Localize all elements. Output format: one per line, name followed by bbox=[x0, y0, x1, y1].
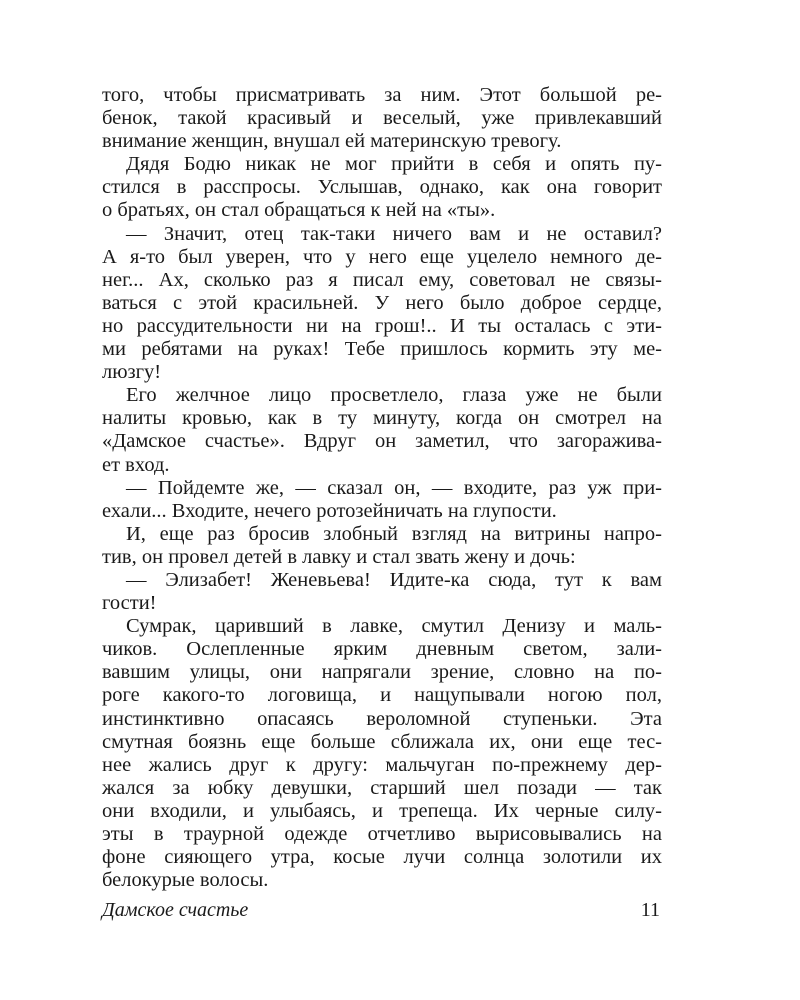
running-title: Дамское счастье bbox=[102, 899, 249, 921]
text-line: ваться с этой красильней. У него было доброе сердце, bbox=[102, 291, 662, 314]
text-line: ехали... Входите, нечего ротозейничать на глупости. bbox=[102, 499, 557, 522]
text-line: но рассудительности ни на грош!.. И ты осталась с эти- bbox=[102, 314, 662, 337]
text-line: — Пойдемте же, — сказал он, — входите, раз уж при- bbox=[126, 476, 662, 499]
text-line: фоне сияющего утра, косые лучи солнца золотили их bbox=[102, 846, 662, 869]
text-line: роге какого-то логовища, и нащупывали ногою пол, bbox=[102, 684, 662, 707]
text-line: смутная боязнь еще больше сближала их, они еще тес- bbox=[102, 730, 662, 753]
page-number: 11 bbox=[640, 899, 660, 921]
text-line: Сумрак, царивший в лавке, смутил Денизу и маль- bbox=[126, 615, 662, 638]
text-line: белокурые волосы. bbox=[102, 869, 269, 892]
text-line: ми ребятами на руках! Тебе пришлось кормить эту ме- bbox=[102, 338, 662, 361]
text-line: люзгу! bbox=[102, 361, 162, 384]
text-line: вавшим улицы, они напрягали зрение, словно на по- bbox=[102, 661, 662, 684]
page-footer bbox=[102, 899, 660, 927]
text-line: бенок, такой красивый и веселый, уже привлекавший bbox=[102, 107, 662, 130]
text-line: А я-то был уверен, что у него еще уцелело немного де- bbox=[102, 245, 662, 268]
text-line: внимание женщин, внушал ей материнскую тревогу. bbox=[102, 130, 562, 153]
text-line: — Значит, отец так-таки ничего вам и не оставил? bbox=[126, 222, 662, 245]
text-line: нег... Ах, сколько раз я писал ему, советовал не связы- bbox=[102, 268, 662, 291]
text-line: эты в траурной одежде отчетливо вырисовывались на bbox=[102, 823, 662, 845]
text-line: тив, он провел детей в лавку и стал звать жену и дочь: bbox=[102, 545, 576, 568]
text-line: Дядя Бодю никак не мог прийти в себя и опять пу- bbox=[126, 153, 662, 176]
text-line: Его желчное лицо просветлело, глаза уже не были bbox=[126, 384, 662, 407]
text-line: стился в расспросы. Услышав, однако, как она говорит bbox=[102, 176, 662, 199]
text-line: гости! bbox=[102, 592, 157, 615]
text-line: жался за юбку девушки, старший шел позади — так bbox=[102, 776, 662, 799]
text-line: того, чтобы присматривать за ним. Этот большой ре- bbox=[102, 84, 662, 106]
text-line: ет вход. bbox=[102, 453, 170, 476]
text-line: они входили, и улыбаясь, и трепеща. Их черные силу- bbox=[102, 799, 662, 822]
text-line: налиты кровью, как в ту минуту, когда он смотрел на bbox=[102, 407, 662, 430]
text-line: И, еще раз бросив злобный взгляд на витрины напро- bbox=[126, 522, 662, 545]
body-text bbox=[102, 84, 662, 892]
text-line: — Элизабет! Женевьева! Идите-ка сюда, тут к вам bbox=[126, 568, 662, 591]
text-line: чиков. Ослепленные ярким дневным светом, зали- bbox=[102, 638, 662, 661]
text-line: нее жались друг к другу: мальчуган по-прежнему дер- bbox=[102, 753, 662, 776]
text-line: о братьях, он стал обращаться к ней на «ты». bbox=[102, 199, 496, 222]
text-line: «Дамское счастье». Вдруг он заметил, что загоражива- bbox=[102, 430, 662, 453]
text-line: инстинктивно опасаясь вероломной ступеньки. Эта bbox=[102, 707, 662, 730]
